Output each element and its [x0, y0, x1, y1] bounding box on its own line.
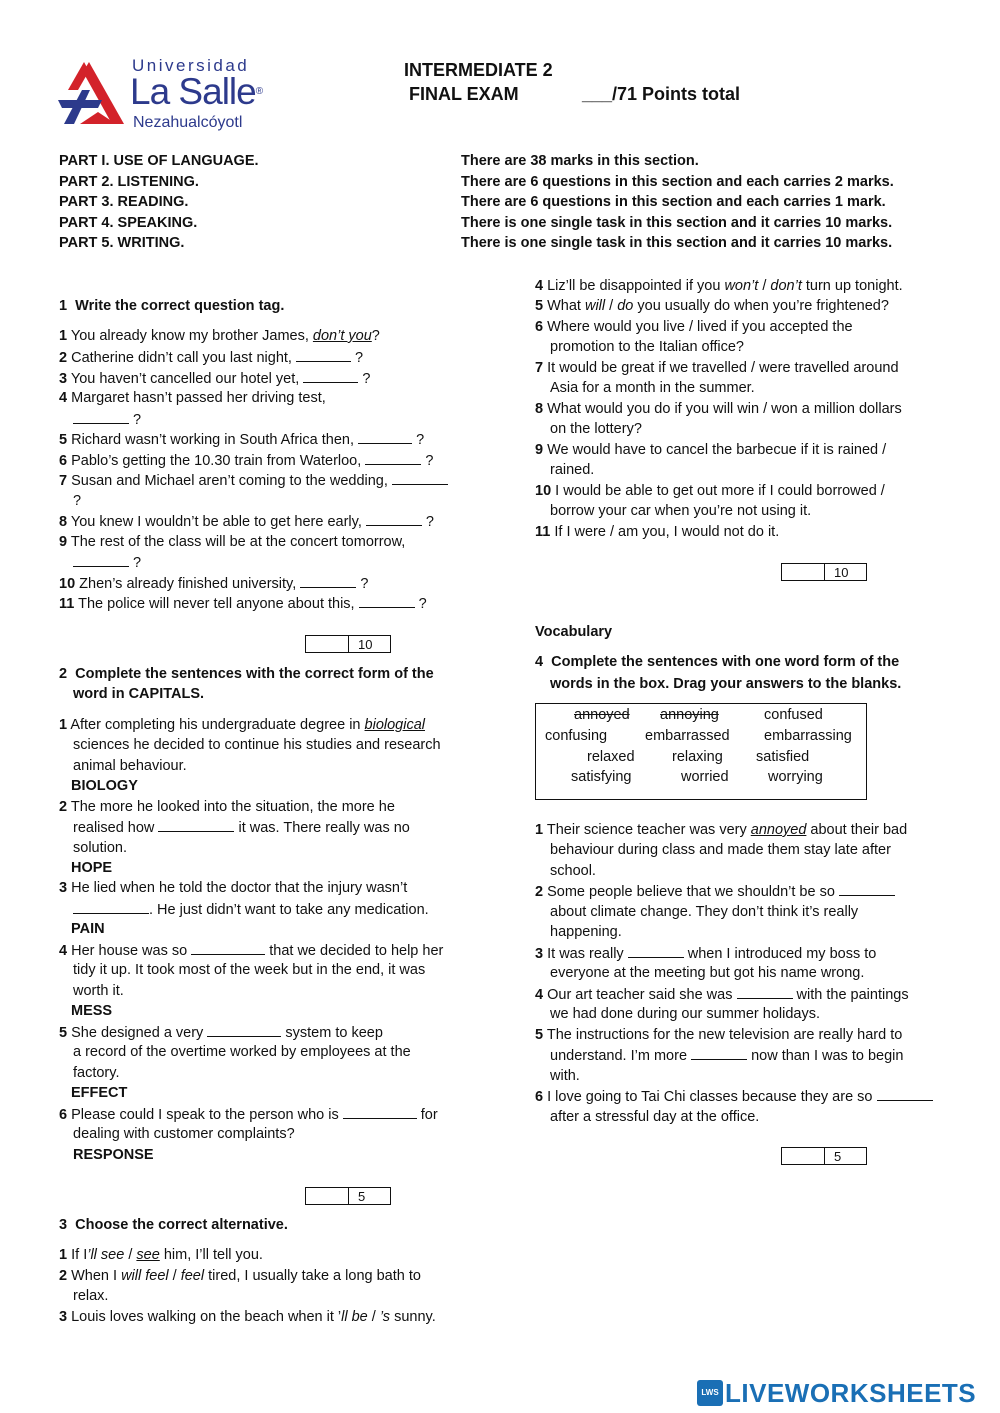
list-item: 8 You knew I wouldn’t be able to get here early, ? [59, 511, 434, 533]
list-item: 6 I love going to Tai Chi classes because they are so [535, 1086, 933, 1108]
list-item-cont: borrow your car when you’re not using it. [550, 503, 812, 519]
list-item: 1 You already know my brother James, don’t you? [59, 328, 380, 344]
list-item: 6 Pablo’s getting the 10.30 train from Waterloo, ? [59, 450, 433, 472]
list-item: 5 The instructions for the new television are really hard to [535, 1027, 903, 1043]
list-item-cont: on the lottery? [550, 421, 642, 437]
lws-badge-icon: LWS [697, 1380, 723, 1406]
list-item: 2 When I will feel / feel tired, I usually take a long bath to [59, 1268, 421, 1284]
part-desc: There is one single task in this section and it carries 10 marks. [461, 235, 893, 251]
section2-title: 2 Complete the sentences with the correct form of the [59, 666, 434, 682]
list-item: 1 After completing his undergraduate degree in biological [59, 717, 425, 733]
part-desc: There are 38 marks in this section. [461, 153, 699, 169]
answer-blank[interactable] [300, 573, 356, 588]
answer-blank[interactable] [365, 450, 421, 465]
list-item-cont: school. [550, 863, 596, 879]
vocabulary-heading: Vocabulary [535, 624, 613, 640]
list-item-cont: sciences he decided to continue his studies and research [73, 737, 441, 753]
score-max: 10 [834, 565, 849, 580]
option-a[interactable]: ’ll see [87, 1247, 125, 1263]
part-desc: There are 6 questions in this section and each carries 2 marks. [461, 174, 894, 190]
option-b[interactable]: don’t [770, 278, 802, 294]
list-item-cont: realised how it was. There really was no [73, 817, 410, 839]
answer-blank[interactable] [73, 552, 129, 567]
word-chip[interactable]: satisfying [571, 769, 632, 785]
list-item-cont: Asia for a month in the summer. [550, 380, 755, 396]
list-item: 11 The police will never tell anyone about this, ? [59, 593, 427, 615]
list-item-cont: with. [550, 1068, 580, 1084]
list-item: 2 Catherine didn’t call you last night, ? [59, 347, 363, 369]
lasalle-emblem-icon [58, 60, 126, 128]
word-chip[interactable]: annoyed [574, 707, 630, 723]
section2-title-cont: word in CAPITALS. [73, 686, 205, 702]
list-item-cont: promotion to the Italian office? [550, 339, 744, 355]
capital-word: BIOLOGY [71, 778, 138, 794]
option-a[interactable]: will feel [121, 1268, 169, 1284]
answer-blank[interactable] [839, 881, 895, 896]
points-total: ___/71 Points total [582, 84, 741, 104]
section3-title: 3 Choose the correct alternative. [59, 1217, 288, 1233]
score-box[interactable] [305, 635, 391, 653]
score-max: 10 [358, 637, 373, 652]
example-answer: don’t you [312, 328, 372, 344]
part-name: PART I. USE OF LANGUAGE. [59, 153, 259, 169]
list-item: 2 Some people believe that we shouldn’t be so [535, 881, 895, 903]
exam-title-line1: INTERMEDIATE 2 [404, 60, 553, 80]
footer-brand: LIVEWORKSHEETS [725, 1378, 977, 1408]
university-logo [58, 56, 288, 136]
list-item-cont: understand. I’m more now than I was to begin [550, 1045, 903, 1067]
capital-word: MESS [71, 1003, 113, 1019]
score-box[interactable] [305, 1187, 391, 1205]
list-item: 11 If I were / am you, I would not do it. [535, 524, 780, 540]
part-name: PART 2. LISTENING. [59, 174, 199, 190]
word-chip[interactable]: embarrassing [764, 728, 852, 744]
list-item-cont: after a stressful day at the office. [550, 1109, 760, 1125]
list-item-cont: dealing with customer complaints? [73, 1126, 295, 1142]
list-item-cont: about climate change. They don’t think it’s really [550, 904, 859, 920]
list-item: 6 Where would you live / lived if you accepted the [535, 319, 853, 335]
part-desc: There is one single task in this section and it carries 10 marks. [461, 215, 893, 231]
answer-blank[interactable] [343, 1104, 417, 1119]
score-box[interactable] [781, 563, 867, 581]
list-item-cont: solution. [73, 840, 128, 856]
answer-blank[interactable] [191, 940, 265, 955]
list-item: 3 Louis loves walking on the beach when it ’ll be / ’s sunny. [59, 1309, 436, 1325]
list-item: 7 Susan and Michael aren’t coming to the wedding, [59, 470, 448, 492]
capital-word: HOPE [71, 860, 113, 876]
list-item: 3 He lied when he told the doctor that the injury wasn’t [59, 880, 408, 896]
word-chip[interactable]: satisfied [756, 749, 810, 765]
list-item: 3 It was really when I introduced my boss to [535, 943, 876, 965]
list-item: 7 It would be great if we travelled / were travelled around [535, 360, 899, 376]
answer-blank[interactable] [358, 429, 412, 444]
answer-blank[interactable] [628, 943, 684, 958]
list-item: 4 Her house was so that we decided to help her [59, 940, 443, 962]
list-item-cont: . He just didn’t want to take any medication. [73, 899, 429, 921]
part-desc: There are 6 questions in this section and each carries 1 mark. [461, 194, 886, 210]
word-chip[interactable]: embarrassed [645, 728, 730, 744]
list-item: 9 We would have to cancel the barbecue if it is rained / [535, 442, 887, 458]
word-chip[interactable]: annoying [660, 707, 719, 723]
list-item-cont: we had done during our summer holidays. [550, 1006, 821, 1022]
logo-line1: Universidad [132, 56, 250, 75]
list-item-cont: ? [73, 493, 82, 509]
word-box [535, 703, 867, 800]
word-chip[interactable]: worried [681, 769, 729, 785]
list-item: 5 Richard wasn’t working in South Africa then, ? [59, 429, 424, 451]
answer-blank[interactable] [158, 817, 234, 832]
list-item-cont: rained. [550, 462, 595, 478]
part-name: PART 5. WRITING. [59, 235, 185, 251]
option-a[interactable]: won’t [724, 278, 759, 294]
list-item-cont: worth it. [73, 983, 124, 999]
part-name: PART 3. READING. [59, 194, 189, 210]
list-item: 8 What would you do if you will win / won a million dollars [535, 401, 902, 417]
list-item: 2 The more he looked into the situation, the more he [59, 799, 395, 815]
word-chip[interactable]: confused [764, 707, 823, 723]
list-item: 9 The rest of the class will be at the concert tomorrow, [59, 534, 406, 550]
answer-blank[interactable] [73, 409, 129, 424]
score-max: 5 [834, 1149, 842, 1164]
answer-blank[interactable] [392, 470, 448, 485]
list-item-cont: a record of the overtime worked by employees at the [73, 1044, 411, 1060]
list-item-cont: ? [73, 409, 141, 431]
example-answer: annoyed [750, 822, 807, 838]
option-a[interactable]: ll be [341, 1309, 368, 1325]
list-item: 4 Liz’ll be disappointed if you won’t / don’t turn up tonight. [535, 278, 903, 294]
list-item: 10 I would be able to get out more if I could borrowed / [535, 483, 885, 499]
list-item: 3 You haven’t cancelled our hotel yet, ? [59, 368, 370, 390]
list-item-cont: factory. [73, 1065, 120, 1081]
option-a[interactable]: will [584, 298, 606, 314]
list-item-cont: relax. [73, 1288, 109, 1304]
option-b[interactable]: feel [180, 1268, 205, 1284]
list-item: 5 She designed a very system to keep [59, 1022, 383, 1044]
word-chip[interactable]: worrying [768, 769, 823, 785]
option-b[interactable]: do [617, 298, 634, 314]
capital-word: EFFECT [71, 1085, 128, 1101]
list-item: 4 Our art teacher said she was with the paintings [535, 984, 909, 1006]
list-item: 10 Zhen’s already finished university, ? [59, 573, 368, 595]
list-item: 1 Their science teacher was very annoyed about their bad [535, 822, 908, 838]
list-item-cont: animal behaviour. [73, 758, 187, 774]
word-chip[interactable]: relaxing [672, 749, 723, 765]
score-box[interactable] [781, 1147, 867, 1165]
score-max: 5 [358, 1189, 366, 1204]
logo-line3: Nezahualcóyotl [133, 114, 243, 131]
logo-line2: La Salle® [130, 71, 263, 112]
answer-blank[interactable] [296, 347, 351, 362]
answer-blank[interactable] [73, 899, 149, 914]
list-item-cont: tidy it up. It took most of the week but in the end, it was [73, 962, 426, 978]
part-name: PART 4. SPEAKING. [59, 215, 198, 231]
capital-word: RESPONSE [73, 1147, 154, 1163]
section1-title: 1 Write the correct question tag. [59, 298, 285, 314]
list-item-cont: ? [73, 552, 141, 574]
example-answer: biological [364, 717, 425, 733]
section4-title-cont: words in the box. Drag your answers to the blanks. [550, 676, 902, 692]
answer-blank[interactable] [366, 511, 422, 526]
list-item: 1 If I’ll see / see him, I’ll tell you. [59, 1247, 263, 1263]
list-item-cont: happening. [550, 924, 622, 940]
option-b[interactable]: ’s [379, 1309, 391, 1325]
capital-word: PAIN [71, 921, 105, 937]
list-item: 5 What will / do you usually do when you’re frightened? [535, 298, 889, 314]
answer-blank[interactable] [691, 1045, 747, 1060]
answer-blank[interactable] [303, 368, 358, 383]
exam-title-line2: FINAL EXAM [409, 84, 519, 104]
option-b[interactable]: see [136, 1247, 160, 1263]
answer-blank[interactable] [359, 593, 415, 608]
answer-blank[interactable] [877, 1086, 933, 1101]
list-item-cont: everyone at the meeting but got his name wrong. [550, 965, 865, 981]
answer-blank[interactable] [737, 984, 793, 999]
word-chip[interactable]: confusing [545, 728, 608, 744]
section4-title: 4 Complete the sentences with one word form of the [535, 654, 900, 670]
list-item-cont: behaviour during class and made them stay late after [550, 842, 891, 858]
list-item: 4 Margaret hasn’t passed her driving test, [59, 390, 326, 406]
list-item: 6 Please could I speak to the person who is for [59, 1104, 438, 1126]
answer-blank[interactable] [207, 1022, 281, 1037]
word-chip[interactable]: relaxed [587, 749, 635, 765]
